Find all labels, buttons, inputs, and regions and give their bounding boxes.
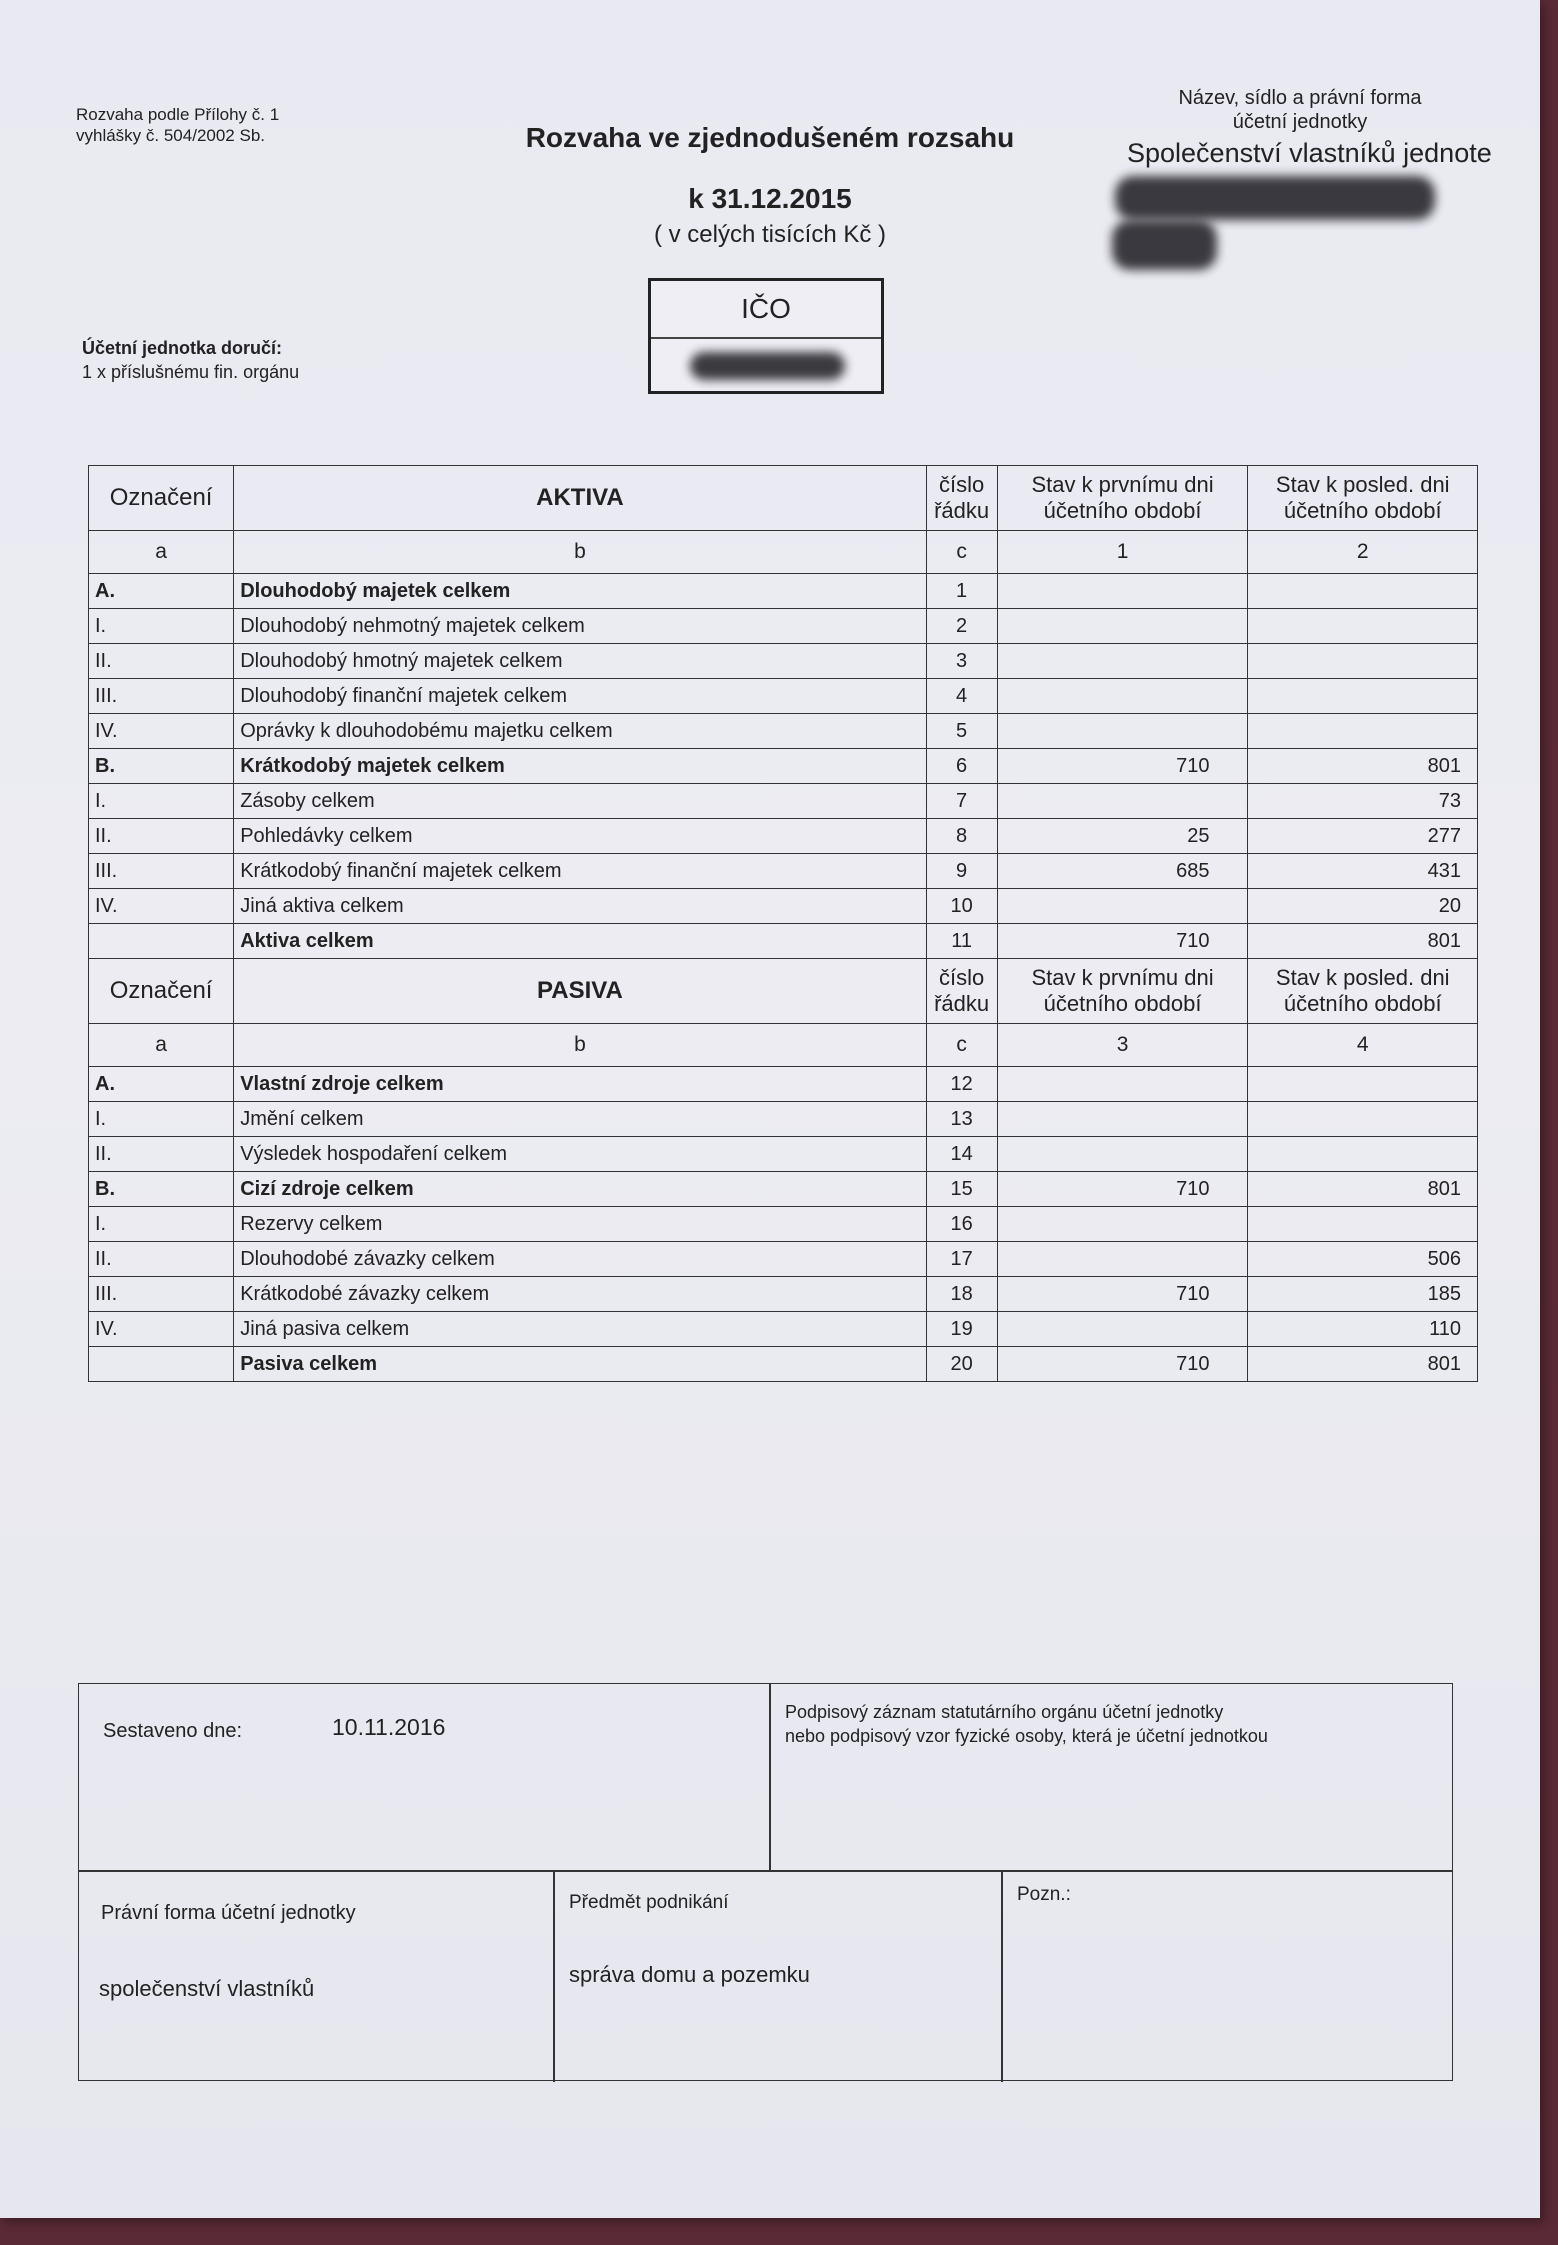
table-row bbox=[89, 609, 1478, 644]
business-value: správa domu a pozemku bbox=[569, 1962, 810, 1987]
table-row bbox=[89, 1172, 1478, 1207]
pasiva-title: PASIVA bbox=[234, 959, 926, 1024]
value-first-day bbox=[997, 1067, 1248, 1102]
delivery-label: Účetní jednotka doručí: bbox=[82, 338, 283, 358]
compiled-label: Sestaveno dne: bbox=[103, 1720, 242, 1742]
first-day-header bbox=[997, 959, 1248, 1024]
value-first-day bbox=[997, 784, 1248, 819]
value-last-day bbox=[1248, 1137, 1478, 1172]
column-letter: a bbox=[89, 531, 234, 574]
row-label: Zásoby celkem bbox=[234, 784, 926, 819]
row-label: Krátkodobý finanční majetek celkem bbox=[234, 854, 926, 889]
redaction-mark bbox=[1115, 176, 1435, 220]
last-day-header bbox=[1248, 959, 1478, 1024]
last-day-header bbox=[1248, 466, 1478, 531]
pasiva-column-letters bbox=[89, 1024, 1478, 1067]
row-label: Výsledek hospodaření celkem bbox=[234, 1137, 926, 1172]
value-first-day: 685 bbox=[997, 854, 1248, 889]
row-mark: B. bbox=[89, 1172, 234, 1207]
table-row bbox=[89, 784, 1478, 819]
table-row bbox=[89, 854, 1478, 889]
value-first-day: 710 bbox=[997, 1172, 1248, 1207]
row-number: 1 bbox=[926, 574, 997, 609]
table-row bbox=[89, 749, 1478, 784]
value-first-day bbox=[997, 1137, 1248, 1172]
table-row bbox=[89, 574, 1478, 609]
row-number-header-line-1: číslo bbox=[938, 965, 985, 990]
row-number: 20 bbox=[926, 1347, 997, 1382]
row-mark: IV. bbox=[89, 889, 234, 924]
row-number: 9 bbox=[926, 854, 997, 889]
signature-label bbox=[785, 1700, 1268, 1748]
value-first-day bbox=[997, 1102, 1248, 1137]
row-number: 11 bbox=[926, 924, 997, 959]
row-number: 12 bbox=[926, 1067, 997, 1102]
row-mark: III. bbox=[89, 679, 234, 714]
row-number: 17 bbox=[926, 1242, 997, 1277]
value-last-day: 801 bbox=[1248, 1347, 1478, 1382]
entity-label bbox=[1140, 86, 1460, 134]
value-first-day: 710 bbox=[997, 1347, 1248, 1382]
row-number: 15 bbox=[926, 1172, 997, 1207]
table-row bbox=[89, 924, 1478, 959]
row-mark: B. bbox=[89, 749, 234, 784]
signature-label-line-2: nebo podpisový vzor fyzické osoby, která je účetní jednotkou bbox=[785, 1726, 1268, 1746]
row-mark: II. bbox=[89, 819, 234, 854]
row-label: Jmění celkem bbox=[234, 1102, 926, 1137]
row-label: Krátkodobý majetek celkem bbox=[234, 749, 926, 784]
table-row bbox=[89, 1347, 1478, 1382]
delivery-note bbox=[82, 336, 299, 384]
value-last-day: 20 bbox=[1248, 889, 1478, 924]
row-number: 3 bbox=[926, 644, 997, 679]
value-last-day bbox=[1248, 574, 1478, 609]
row-mark: II. bbox=[89, 644, 234, 679]
column-letter: c bbox=[926, 1024, 997, 1067]
row-number: 5 bbox=[926, 714, 997, 749]
row-label: Krátkodobé závazky celkem bbox=[234, 1277, 926, 1312]
row-label: Pasiva celkem bbox=[234, 1347, 926, 1382]
first-day-header-line-2: účetního období bbox=[1043, 498, 1202, 523]
value-last-day: 277 bbox=[1248, 819, 1478, 854]
row-mark: IV. bbox=[89, 714, 234, 749]
balance-date: k 31.12.2015 bbox=[688, 183, 852, 214]
first-day-header-line-1: Stav k prvnímu dni bbox=[1031, 472, 1214, 497]
row-label: Dlouhodobý hmotný majetek celkem bbox=[234, 644, 926, 679]
row-number: 4 bbox=[926, 679, 997, 714]
table-row bbox=[89, 1137, 1478, 1172]
designation-header: Označení bbox=[89, 959, 234, 1024]
value-last-day bbox=[1248, 679, 1478, 714]
value-last-day bbox=[1248, 1102, 1478, 1137]
currency-unit: ( v celých tisících Kč ) bbox=[653, 221, 887, 248]
table-row bbox=[89, 714, 1478, 749]
column-letter: b bbox=[234, 1024, 926, 1067]
last-day-header-line-2: účetního období bbox=[1283, 498, 1442, 523]
value-first-day bbox=[997, 1312, 1248, 1347]
row-label: Dlouhodobý majetek celkem bbox=[234, 574, 926, 609]
row-number: 18 bbox=[926, 1277, 997, 1312]
compiled-date: 10.11.2016 bbox=[332, 1714, 446, 1740]
column-letter: a bbox=[89, 1024, 234, 1067]
row-number-header bbox=[926, 466, 997, 531]
business-label: Předmět podnikání bbox=[569, 1892, 729, 1913]
table-row bbox=[89, 819, 1478, 854]
row-label: Aktiva celkem bbox=[234, 924, 926, 959]
row-number-header bbox=[926, 959, 997, 1024]
last-day-header-line-2: účetního období bbox=[1283, 991, 1442, 1016]
row-mark: II. bbox=[89, 1242, 234, 1277]
legal-reference-line-2: vyhlášky č. 504/2002 Sb. bbox=[76, 126, 266, 145]
row-mark: IV. bbox=[89, 1312, 234, 1347]
row-mark bbox=[89, 924, 234, 959]
value-last-day: 73 bbox=[1248, 784, 1478, 819]
value-first-day bbox=[997, 1242, 1248, 1277]
row-number: 16 bbox=[926, 1207, 997, 1242]
footer-box bbox=[78, 1683, 1453, 2081]
row-label: Oprávky k dlouhodobému majetku celkem bbox=[234, 714, 926, 749]
value-last-day: 110 bbox=[1248, 1312, 1478, 1347]
value-first-day bbox=[997, 609, 1248, 644]
value-last-day: 185 bbox=[1248, 1277, 1478, 1312]
table-row bbox=[89, 679, 1478, 714]
pasiva-header-row bbox=[89, 959, 1478, 1024]
value-last-day bbox=[1248, 1067, 1478, 1102]
note-label: Pozn.: bbox=[1017, 1884, 1071, 1905]
value-last-day bbox=[1248, 714, 1478, 749]
last-day-header-line-1: Stav k posled. dni bbox=[1275, 472, 1450, 497]
row-label: Pohledávky celkem bbox=[234, 819, 926, 854]
value-last-day: 801 bbox=[1248, 749, 1478, 784]
value-first-day: 710 bbox=[997, 1277, 1248, 1312]
table-row bbox=[89, 1242, 1478, 1277]
first-day-header-line-2: účetního období bbox=[1043, 991, 1202, 1016]
legal-form-value: společenství vlastníků bbox=[99, 1976, 315, 2001]
table-row bbox=[89, 1102, 1478, 1137]
table-row bbox=[89, 644, 1478, 679]
column-letter: 4 bbox=[1248, 1024, 1478, 1067]
value-last-day: 431 bbox=[1248, 854, 1478, 889]
row-mark: I. bbox=[89, 784, 234, 819]
table-row bbox=[89, 1207, 1478, 1242]
document-title: Rozvaha ve zjednodušeném rozsahu bbox=[525, 122, 1015, 153]
value-first-day bbox=[997, 714, 1248, 749]
last-day-header-line-1: Stav k posled. dni bbox=[1275, 965, 1450, 990]
row-number: 10 bbox=[926, 889, 997, 924]
value-last-day: 506 bbox=[1248, 1242, 1478, 1277]
value-first-day bbox=[997, 644, 1248, 679]
redaction-mark bbox=[1112, 220, 1217, 270]
row-mark: I. bbox=[89, 609, 234, 644]
row-label: Jiná aktiva celkem bbox=[234, 889, 926, 924]
value-last-day: 801 bbox=[1248, 924, 1478, 959]
table-row bbox=[89, 1312, 1478, 1347]
signature-label-line-1: Podpisový záznam statutárního orgánu účetní jednotky bbox=[785, 1702, 1224, 1722]
ico-label: IČO bbox=[651, 281, 881, 339]
row-number: 13 bbox=[926, 1102, 997, 1137]
row-mark: I. bbox=[89, 1102, 234, 1137]
legal-reference bbox=[76, 104, 279, 146]
row-number-header-line-1: číslo bbox=[938, 472, 985, 497]
row-label: Rezervy celkem bbox=[234, 1207, 926, 1242]
row-mark: II. bbox=[89, 1137, 234, 1172]
value-last-day bbox=[1248, 1207, 1478, 1242]
first-day-header bbox=[997, 466, 1248, 531]
first-day-header-line-1: Stav k prvnímu dni bbox=[1031, 965, 1214, 990]
row-number: 7 bbox=[926, 784, 997, 819]
redaction-mark bbox=[690, 352, 845, 380]
row-mark: I. bbox=[89, 1207, 234, 1242]
row-mark: III. bbox=[89, 854, 234, 889]
row-mark: A. bbox=[89, 1067, 234, 1102]
column-letter: b bbox=[234, 531, 926, 574]
aktiva-column-letters bbox=[89, 531, 1478, 574]
value-last-day bbox=[1248, 609, 1478, 644]
row-label: Jiná pasiva celkem bbox=[234, 1312, 926, 1347]
row-label: Dlouhodobé závazky celkem bbox=[234, 1242, 926, 1277]
entity-name: Společenství vlastníků jednote bbox=[1127, 138, 1492, 168]
value-first-day bbox=[997, 889, 1248, 924]
row-number: 14 bbox=[926, 1137, 997, 1172]
value-first-day bbox=[997, 1207, 1248, 1242]
row-number-header-line-2: řádku bbox=[934, 498, 990, 523]
delivery-value: 1 x příslušnému fin. orgánu bbox=[82, 362, 300, 382]
table-row bbox=[89, 1067, 1478, 1102]
entity-label-line-2: účetní jednotky bbox=[1232, 111, 1368, 133]
value-first-day: 710 bbox=[997, 749, 1248, 784]
column-letter: 3 bbox=[997, 1024, 1248, 1067]
row-label: Vlastní zdroje celkem bbox=[234, 1067, 926, 1102]
row-mark: A. bbox=[89, 574, 234, 609]
aktiva-header-row bbox=[89, 466, 1478, 531]
value-first-day bbox=[997, 679, 1248, 714]
row-label: Cizí zdroje celkem bbox=[234, 1172, 926, 1207]
value-first-day: 25 bbox=[997, 819, 1248, 854]
table-row bbox=[89, 889, 1478, 924]
column-letter: 1 bbox=[997, 531, 1248, 574]
value-first-day: 710 bbox=[997, 924, 1248, 959]
table-row bbox=[89, 1277, 1478, 1312]
value-first-day bbox=[997, 574, 1248, 609]
row-number: 2 bbox=[926, 609, 997, 644]
balance-sheet-table bbox=[88, 465, 1478, 1382]
row-mark bbox=[89, 1347, 234, 1382]
entity-label-line-1: Název, sídlo a právní forma bbox=[1178, 87, 1422, 109]
aktiva-title: AKTIVA bbox=[234, 466, 926, 531]
column-letter: c bbox=[926, 531, 997, 574]
value-last-day: 801 bbox=[1248, 1172, 1478, 1207]
column-letter: 2 bbox=[1248, 531, 1478, 574]
legal-form-label: Právní forma účetní jednotky bbox=[101, 1902, 356, 1924]
row-number-header-line-2: řádku bbox=[934, 991, 990, 1016]
value-last-day bbox=[1248, 644, 1478, 679]
row-label: Dlouhodobý nehmotný majetek celkem bbox=[234, 609, 926, 644]
row-mark: III. bbox=[89, 1277, 234, 1312]
row-label: Dlouhodobý finanční majetek celkem bbox=[234, 679, 926, 714]
legal-reference-line-1: Rozvaha podle Přílohy č. 1 bbox=[76, 105, 280, 124]
row-number: 8 bbox=[926, 819, 997, 854]
designation-header: Označení bbox=[89, 466, 234, 531]
row-number: 6 bbox=[926, 749, 997, 784]
row-number: 19 bbox=[926, 1312, 997, 1347]
